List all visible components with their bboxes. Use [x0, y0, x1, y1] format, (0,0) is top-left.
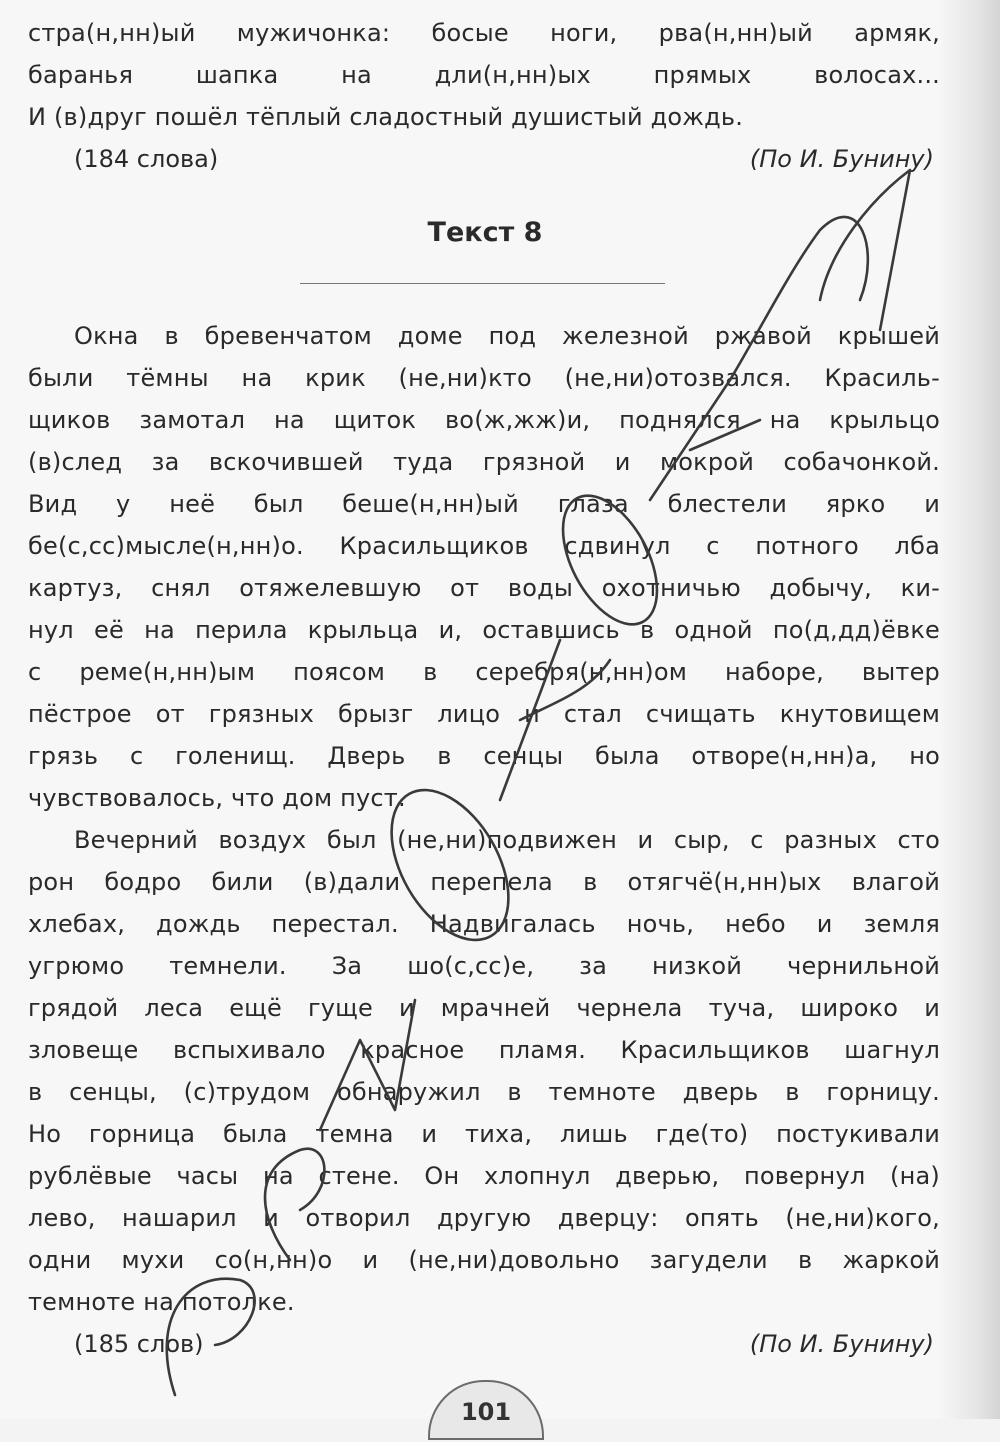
text8-line: чувствовалось, что дом пуст. — [28, 784, 406, 812]
text8-line: Вид у неё был беше(н,нн)ый глаза блестели ярко и — [28, 490, 940, 518]
text8-line: Окна в бревенчатом доме под железной ржавой крышей — [74, 322, 940, 350]
text8-line: нул её на перила крыльца и, оставшись в одной по(д,дд)ёвке — [28, 616, 940, 644]
text8-line: Но горница была темна и тиха, лишь где(то) постукивали — [28, 1120, 940, 1148]
prev-text-line: И (в)друг пошёл тёплый сладостный душистый дождь. — [28, 103, 744, 131]
text8-line: хлебах, дождь перестал. Надвигалась ночь, небо и земля — [28, 910, 940, 938]
prev-text-line: стра(н,нн)ый мужичонка: босые ноги, рва(н,нн)ый армяк, — [28, 19, 940, 47]
text8-line: бе(с,сс)мысле(н,нн)о. Красильщиков сдвинул с потного лба — [28, 532, 940, 560]
text8-line: рон бодро били (в)дали перепела в отягчё(н,нн)ых влагой — [28, 868, 940, 896]
text8-line: Вечерний воздух был (не,ни)подвижен и сыр, с разных сто — [74, 826, 940, 854]
prev-author: (По И. Бунину) — [749, 145, 934, 173]
prev-word-count: (184 слова) — [74, 145, 219, 173]
text8-line: лево, нашарил и отворил другую дверцу: опять (не,ни)кого, — [28, 1204, 940, 1232]
text8-line: (в)след за вскочившей туда грязной и мокрой собачонкой. — [28, 448, 940, 476]
prev-text-line: баранья шапка на дли(н,нн)ых прямых волосах... — [28, 61, 940, 89]
text8-line: рублёвые часы на стене. Он хлопнул дверью, повернул (на) — [28, 1162, 940, 1190]
text-8-title: Текст 8 — [427, 217, 543, 248]
text8-line: щиков замотал на щиток во(ж,жж)и, поднялся на крыльцо — [28, 406, 940, 434]
title-underline — [300, 283, 665, 284]
text8-line: одни мухи со(н,нн)о и (не,ни)довольно загудели в жаркой — [28, 1246, 940, 1274]
text8-author: (По И. Бунину) — [749, 1330, 934, 1358]
text8-line: темноте на потолке. — [28, 1288, 295, 1316]
text8-line: были тёмны на крик (не,ни)кто (не,ни)отозвался. Красиль- — [28, 364, 940, 392]
text8-line: грядой леса ещё гуще и мрачней чернела туча, широко и — [28, 994, 940, 1022]
page-number: 101 — [428, 1380, 544, 1440]
text8-line: картуз, снял отяжелевшую от воды охотничью добычу, ки- — [28, 574, 940, 602]
text8-word-count: (185 слов) — [74, 1330, 204, 1358]
text8-line: зловеще вспыхивало красное пламя. Красильщиков шагнул — [28, 1036, 940, 1064]
text8-line: в сенцы, (с)трудом обнаружил в темноте дверь в горницу. — [28, 1078, 940, 1106]
page-margin-shade — [938, 0, 1000, 1419]
text8-line: с реме(н,нн)ым поясом в серебря(н,нн)ом наборе, вытер — [28, 658, 940, 686]
text8-line: угрюмо темнели. За шо(с,сс)е, за низкой чернильной — [28, 952, 940, 980]
text8-line: пёстрое от грязных брызг лицо и стал счищать кнутовищем — [28, 700, 940, 728]
text8-line: грязь с голенищ. Дверь в сенцы была отворе(н,нн)а, но — [28, 742, 940, 770]
